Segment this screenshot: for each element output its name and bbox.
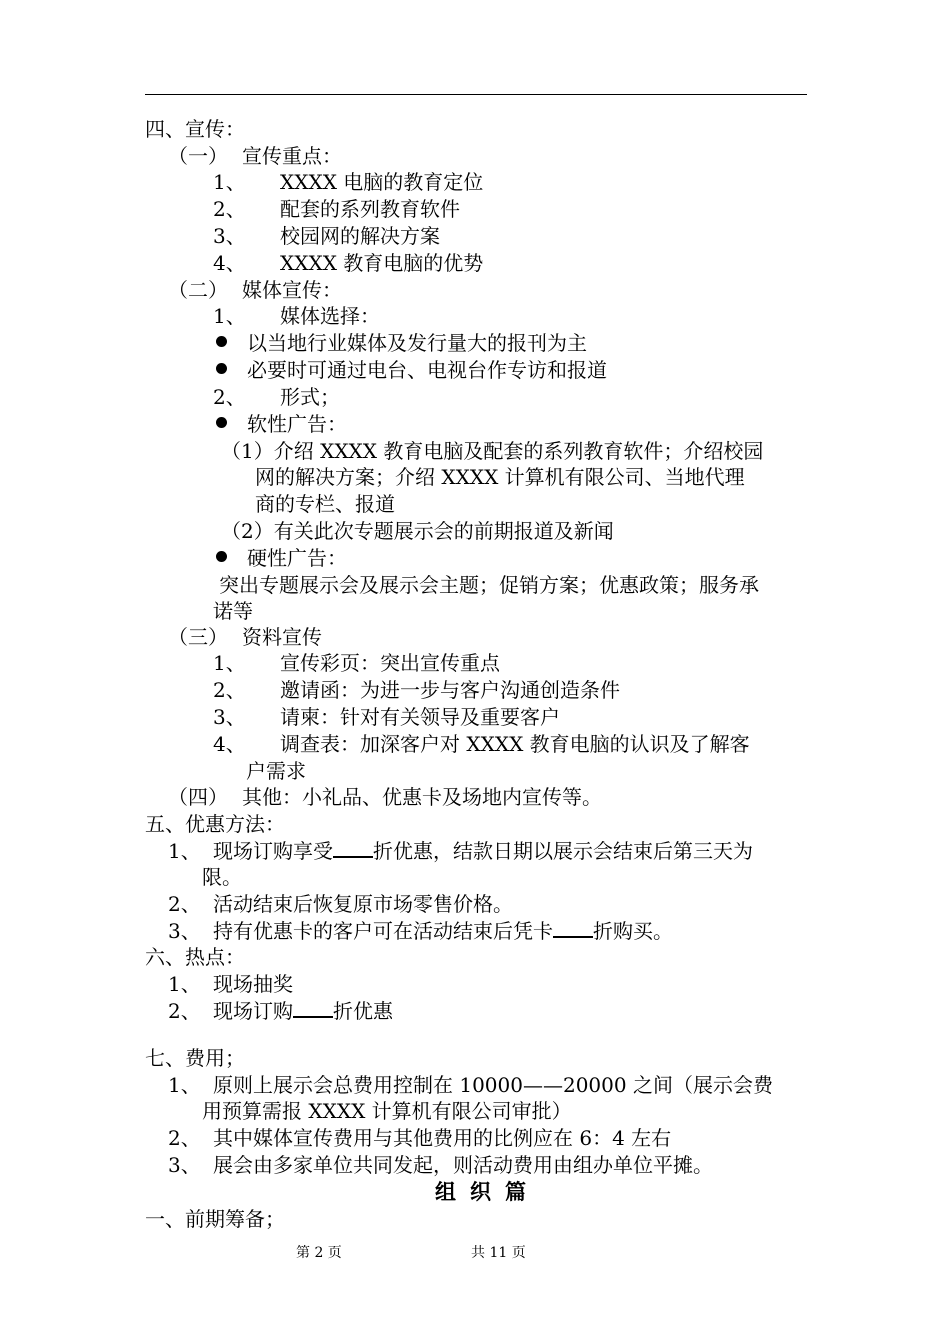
list-item: 1、 现场订购享受 折优惠，结款日期以展示会结束后第三天为 bbox=[168, 839, 753, 863]
bullet-text: 以当地行业媒体及发行量大的报刊为主 bbox=[247, 331, 587, 355]
paragraph-line: 商的专栏、报道 bbox=[255, 492, 395, 516]
list-item: 3、 校园网的解决方案 bbox=[213, 224, 440, 248]
list-item: 4、 XXXX 教育电脑的优势 bbox=[213, 251, 484, 275]
bullet-text: 硬性广告： bbox=[247, 546, 347, 570]
list-item: 2、 形式； bbox=[213, 385, 340, 409]
paragraph-line: 网的解决方案；介绍 XXXX 计算机有限公司、当地代理 bbox=[255, 465, 745, 489]
subsection-text: 宣传重点： bbox=[242, 144, 342, 168]
section-title: 组织篇 bbox=[435, 1179, 540, 1204]
section-4-heading: 四、宣传： bbox=[145, 117, 245, 141]
subsection-text: 媒体宣传： bbox=[242, 278, 342, 302]
paragraph-line: 诺等 bbox=[213, 599, 253, 623]
list-item: 1、 宣传彩页：突出宣传重点 bbox=[213, 651, 500, 675]
paragraph-line: 户需求 bbox=[246, 759, 306, 783]
list-item: 2、 邀请函：为进一步与客户沟通创造条件 bbox=[213, 678, 620, 702]
paragraph-line: 限。 bbox=[202, 865, 242, 889]
bullet-icon bbox=[216, 363, 227, 374]
list-item: 1、 原则上展示会总费用控制在 10000——20000 之间（展示会费 bbox=[168, 1073, 773, 1097]
list-item: 3、 持有优惠卡的客户可在活动结束后凭卡 折购买。 bbox=[168, 919, 673, 943]
list-item: 1、 媒体选择： bbox=[213, 304, 380, 328]
bullet-icon bbox=[216, 336, 227, 347]
paragraph-line: （2）有关此次专题展示会的前期报道及新闻 bbox=[221, 519, 614, 543]
subsection-4-3 bbox=[168, 624, 322, 650]
subsection-text: 其他：小礼品、优惠卡及场地内宣传等。 bbox=[242, 785, 602, 809]
paragraph-line: （1）介绍 XXXX 教育电脑及配套的系列教育软件；介绍校园 bbox=[221, 439, 764, 463]
list-item: 4、 调查表：加深客户对 XXXX 教育电脑的认识及了解客 bbox=[213, 732, 750, 756]
paragraph-line: 突出专题展示会及展示会主题；促销方案；优惠政策；服务承 bbox=[219, 573, 759, 597]
list-item: 2、 活动结束后恢复原市场零售价格。 bbox=[168, 892, 513, 916]
subsection-text: 资料宣传 bbox=[242, 625, 322, 649]
bullet-text: 软性广告： bbox=[247, 412, 347, 436]
paragraph-line: 用预算需报 XXXX 计算机有限公司审批） bbox=[202, 1099, 572, 1123]
list-item: 1、 XXXX 电脑的教育定位 bbox=[213, 170, 484, 194]
header-rule bbox=[145, 94, 807, 95]
subsection-label: （一） bbox=[168, 144, 228, 168]
blank-underline bbox=[333, 842, 373, 858]
blank-underline bbox=[293, 1002, 333, 1018]
list-item: 3、 请柬：针对有关领导及重要客户 bbox=[213, 705, 560, 729]
page-number: 第 2 页 bbox=[296, 1245, 342, 1261]
section-7-heading: 七、费用； bbox=[145, 1046, 245, 1070]
blank-underline bbox=[553, 922, 593, 938]
list-item: 2、 配套的系列教育软件 bbox=[213, 197, 460, 221]
list-item: 2、 现场订购 折优惠 bbox=[168, 999, 393, 1023]
bullet-icon bbox=[216, 551, 227, 562]
section-6-heading: 六、热点： bbox=[145, 945, 245, 969]
list-item: 3、 展会由多家单位共同发起，则活动费用由组办单位平摊。 bbox=[168, 1153, 713, 1177]
list-item: 2、 其中媒体宣传费用与其他费用的比例应在 6：4 左右 bbox=[168, 1126, 672, 1150]
subsection-4-2 bbox=[168, 277, 342, 303]
subsection-label: （三） bbox=[168, 625, 228, 649]
bullet-icon bbox=[216, 417, 227, 428]
section-5-heading: 五、优惠方法： bbox=[145, 812, 285, 836]
bullet-text: 必要时可通过电台、电视台作专访和报道 bbox=[247, 358, 607, 382]
page-total: 共 11 页 bbox=[471, 1245, 526, 1261]
subsection-label: （二） bbox=[168, 278, 228, 302]
org-heading: 一、前期筹备； bbox=[145, 1207, 285, 1231]
subsection-label: （四） bbox=[168, 785, 228, 809]
subsection-4-1 bbox=[168, 143, 342, 169]
subsection-4-4 bbox=[168, 784, 602, 810]
list-item: 1、 现场抽奖 bbox=[168, 972, 293, 996]
